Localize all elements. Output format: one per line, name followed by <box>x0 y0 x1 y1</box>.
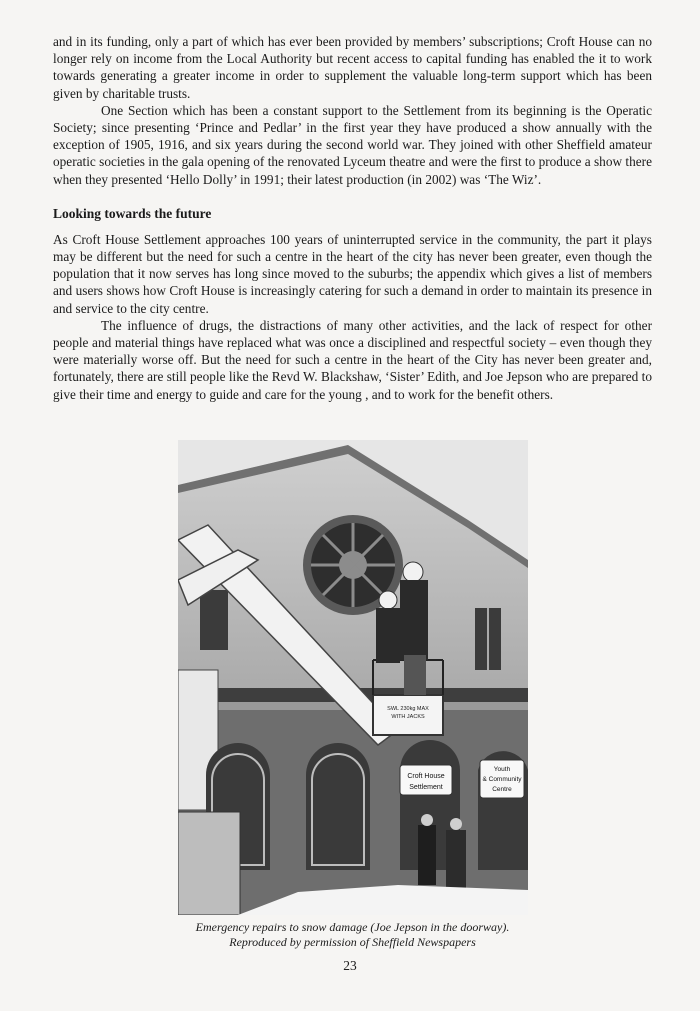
caption-line-2: Reproduced by permission of Sheffield Newspapers <box>229 935 476 949</box>
sign-youth: Youth <box>493 766 511 773</box>
page-body <box>53 33 652 403</box>
paragraph-future: As Croft House Settlement approaches 100 years of uninterrupted service in the community, the part it plays may be different but the need for such a centre in the heart of the city has never been greater, even though the population that it now serves has long since moved to the suburbs; the appendix which gives a list of members and users shows how Croft House is increasingly catering for such a demand in order to maintain its presence in and service to the city centre. <box>53 231 652 316</box>
paragraph-influence: The influence of drugs, the distractions of many other activities, and the lack of respect for other people and material things have replaced what was once a disciplined and respectful society – even though they were materially worse off. But the need for such a centre in the heart of the City has never been greater and, fortunately, there are still people like the Revd W. Blackshaw, ‘Sister’ Edith, and Joe Jepson who are prepared to give their time and energy to guide and care for the young , and to work for the benefit others. <box>53 317 652 402</box>
paragraph-operatic-society: One Section which has been a constant support to the Settlement from its beginning is the Operatic Society; since presenting ‘Prince and Pedlar’ in the first year they have produced a show annually with the exception of 1905, 1916, and six years during the second world war. They joined with other Sheffield amateur operatic societies in the gala opening of the renovated Lyceum theatre and were the first to produce a show there when they presented ‘Hello Dolly’ in 1991; their latest production (in 2002) was ‘The Wiz’. <box>53 102 652 187</box>
page-number: 23 <box>343 958 357 973</box>
sign-centre: Centre <box>492 786 512 793</box>
paragraph-funding: and in its funding, only a part of which has ever been provided by members’ subscriptions; Croft House can no longer rely on income from the Local Authority but recent access to capital funding has enabled the it to work towards generating a greater income in order to supplement the valuable long-term support which has been given by charitable trusts. <box>53 34 652 101</box>
basket-label-1: SWL 230kg MAX <box>387 706 429 712</box>
building-photo <box>178 440 528 915</box>
basket-label-2: WITH JACKS <box>391 714 425 720</box>
sign-community: & Community <box>482 776 522 783</box>
sign-settlement: Settlement <box>409 784 443 791</box>
photo-caption <box>53 920 652 950</box>
caption-line-1: Emergency repairs to snow damage (Joe Jepson in the doorway). <box>195 920 510 934</box>
section-heading: Looking towards the future <box>53 205 212 221</box>
sign-croft-house: Croft House <box>407 773 445 780</box>
